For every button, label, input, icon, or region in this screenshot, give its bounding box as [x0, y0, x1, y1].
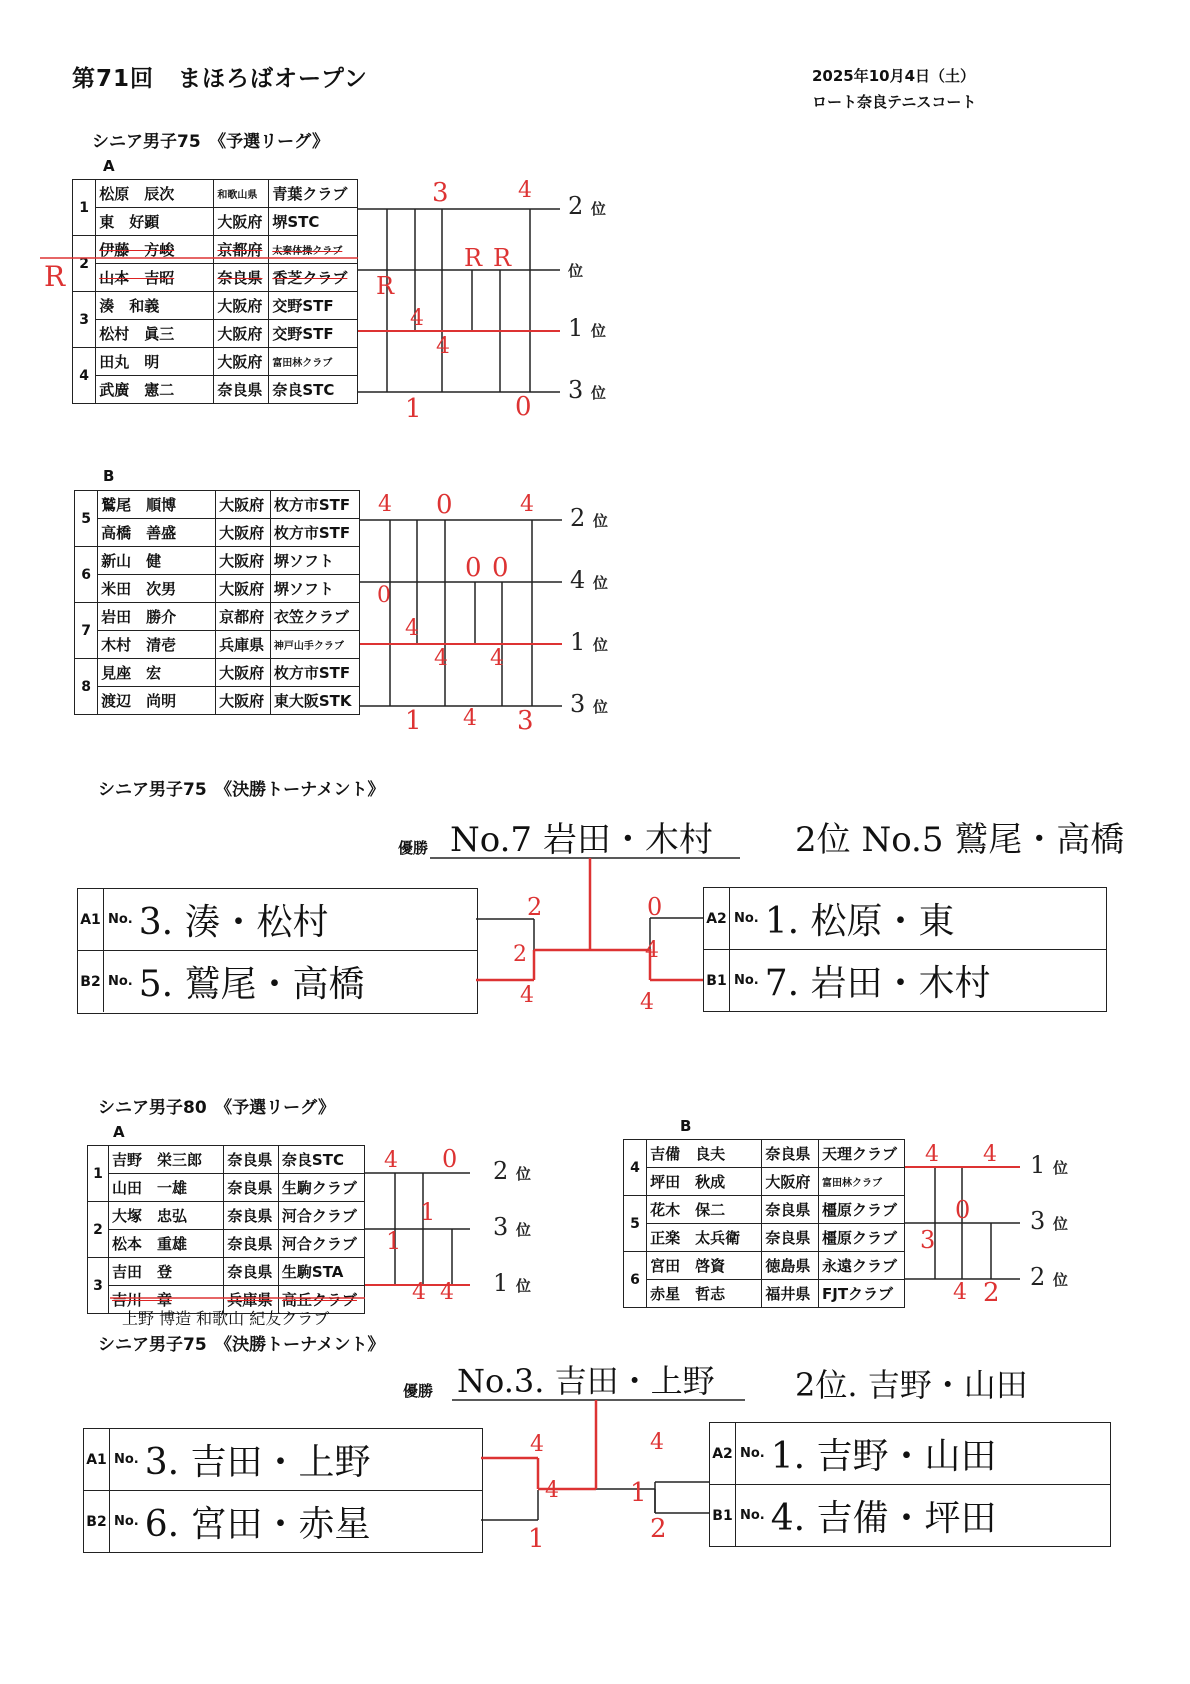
score: 0 [442, 1145, 458, 1173]
score: 4 [384, 1148, 398, 1173]
s80-final-lines [452, 1400, 745, 1520]
seed-code: B1 [704, 950, 730, 1011]
score: 2 [527, 893, 543, 921]
team-no: 3 [88, 1258, 109, 1314]
player-pref: 大阪府 [762, 1168, 819, 1196]
player-name: 坪田 秋成 [647, 1168, 762, 1196]
player-pref: 大阪府 [214, 292, 269, 320]
player-pref: 奈良県 [224, 1258, 279, 1286]
player-name: 松本 重雄 [108, 1230, 223, 1258]
no-label: No. [740, 1508, 765, 1523]
score: 2 [983, 1278, 1000, 1308]
player-club: 神戸山手クラブ [270, 631, 359, 659]
rank-label: 位 [568, 262, 584, 280]
s75-final-lines [430, 858, 740, 950]
player-name: 湊 和義 [96, 292, 214, 320]
score: R [493, 244, 512, 272]
score: 2 [513, 942, 527, 967]
player-club: 生駒クラブ [278, 1174, 364, 1202]
player-pref: 兵庫県 [216, 631, 271, 659]
player-pref: 奈良県 [224, 1174, 279, 1202]
player-club: 堺STC [269, 208, 358, 236]
player-name: 松村 眞三 [96, 320, 214, 348]
player-pref: 奈良県 [224, 1146, 279, 1174]
player-club: 香芝クラブ [269, 264, 358, 292]
team-no: 1 [88, 1146, 109, 1202]
player-pref: 奈良県 [214, 376, 269, 404]
pair-name: 4. 吉備・坪田 [770, 1498, 997, 1539]
score: 4 [463, 706, 477, 731]
rank-label: 1 位 [1030, 1151, 1068, 1179]
player-pref: 大阪府 [216, 491, 271, 519]
team-no: 6 [75, 547, 98, 603]
player-club: 枚方市STF [270, 491, 359, 519]
score: 3 [432, 178, 449, 208]
player-club: 太秦体操クラブ [269, 236, 358, 264]
player-pref: 大阪府 [214, 208, 269, 236]
seed-code: A1 [78, 889, 104, 950]
score: 4 [412, 1280, 426, 1305]
player-club: 青葉クラブ [269, 180, 358, 208]
score: 2 [650, 1514, 667, 1544]
player-name: 田丸 明 [96, 348, 214, 376]
seed-code: B1 [710, 1485, 736, 1546]
player-name: 武廣 憲二 [96, 376, 214, 404]
player-name: 花木 保二 [647, 1196, 762, 1224]
score: 0 [436, 490, 453, 520]
score: 3 [920, 1226, 936, 1254]
s75-a-league-lines [358, 209, 560, 392]
rank-label: 1 位 [493, 1269, 531, 1297]
score: R [376, 272, 395, 300]
player-pref: 京都府 [216, 603, 271, 631]
score: 4 [925, 1142, 939, 1167]
score: 0 [515, 392, 532, 422]
score: 4 [650, 1430, 664, 1455]
s75-winner-label: 優勝 [398, 839, 429, 857]
team-no: 2 [73, 236, 96, 292]
player-club: 橿原クラブ [819, 1196, 905, 1224]
seed-code: A1 [84, 1429, 110, 1490]
score: 1 [630, 1478, 647, 1508]
player-club: 堺ソフト [270, 575, 359, 603]
player-name: 正楽 太兵衛 [647, 1224, 762, 1252]
no-label: No. [114, 1452, 139, 1467]
player-club: 枚方市STF [270, 659, 359, 687]
player-pref: 奈良県 [762, 1140, 819, 1168]
player-pref: 奈良県 [224, 1202, 279, 1230]
rank-label: 1 位 [568, 314, 606, 342]
player-pref: 和歌山県 [214, 180, 269, 208]
player-name: 吉備 良夫 [647, 1140, 762, 1168]
score: 0 [647, 893, 663, 921]
player-name: 吉野 栄三郎 [108, 1146, 223, 1174]
s75-group-b-label: B [103, 467, 115, 485]
seed-code: B2 [78, 951, 104, 1012]
s80-league-title: シニア男子80 《予選リーグ》 [98, 1098, 336, 1118]
player-name: 新山 健 [98, 547, 216, 575]
player-pref: 大阪府 [216, 659, 271, 687]
player-pref: 大阪府 [216, 519, 271, 547]
score: 4 [545, 1478, 559, 1503]
player-club: 東大阪STK [270, 687, 359, 715]
player-club: 交野STF [269, 320, 358, 348]
s80-group-b-label: B [680, 1117, 692, 1135]
pair-name: 5. 鷲尾・高橋 [138, 964, 365, 1005]
score: 0 [377, 583, 391, 608]
score: 4 [520, 983, 534, 1008]
no-label: No. [734, 973, 759, 988]
player-name: 山本 吉昭 [96, 264, 214, 292]
score: 4 [953, 1280, 967, 1305]
player-pref: 徳島県 [762, 1252, 819, 1280]
no-label: No. [108, 912, 133, 927]
player-club: 永遠クラブ [819, 1252, 905, 1280]
player-name: 伊藤 方峻 [96, 236, 214, 264]
score: 1 [405, 706, 422, 736]
pair-name: 3. 吉田・上野 [144, 1442, 371, 1483]
event-venue: ロート奈良テニスコート [812, 93, 977, 111]
team-no: 7 [75, 603, 98, 659]
pair-name: 1. 松原・東 [764, 901, 955, 942]
score: 1 [528, 1524, 545, 1554]
rank-label: 3 位 [493, 1213, 531, 1241]
player-pref: 福井県 [762, 1280, 819, 1308]
player-club: 天理クラブ [819, 1140, 905, 1168]
player-name: 岩田 勝介 [98, 603, 216, 631]
score: 4 [645, 938, 659, 963]
player-club: FJTクラブ [819, 1280, 905, 1308]
player-pref: 奈良県 [762, 1224, 819, 1252]
score: R [464, 244, 483, 272]
player-club: 枚方市STF [270, 519, 359, 547]
seed-code: A2 [704, 888, 730, 949]
no-label: No. [114, 1514, 139, 1529]
player-name: 大塚 忠弘 [108, 1202, 223, 1230]
player-club: 富田林クラブ [819, 1168, 905, 1196]
s75-second: 2位 No.5 鷲尾・高橋 [795, 820, 1125, 860]
player-club: 奈良STC [278, 1146, 364, 1174]
score: 4 [440, 1280, 454, 1305]
score: 4 [520, 492, 534, 517]
player-name: 高橋 善盛 [98, 519, 216, 547]
score: 0 [955, 1196, 971, 1224]
score: 4 [983, 1142, 997, 1167]
player-club: 河合クラブ [278, 1202, 364, 1230]
score: 4 [530, 1432, 544, 1457]
team-no: 4 [624, 1140, 647, 1196]
score: 3 [517, 706, 534, 736]
player-club: 衣笠クラブ [270, 603, 359, 631]
player-club: 高丘クラブ [278, 1286, 364, 1314]
player-pref: 大阪府 [214, 348, 269, 376]
team-no: 8 [75, 659, 98, 715]
score: 4 [490, 646, 504, 671]
score: 0 [465, 553, 482, 583]
player-club: 堺ソフト [270, 547, 359, 575]
score: 4 [640, 990, 654, 1015]
s80-a-league-lines [365, 1173, 470, 1285]
player-pref: 大阪府 [216, 687, 271, 715]
player-name: 赤星 哲志 [647, 1280, 762, 1308]
player-name: 吉川 章 [108, 1286, 223, 1314]
player-pref: 京都府 [214, 236, 269, 264]
player-name: 見座 宏 [98, 659, 216, 687]
rank-label: 3 位 [570, 690, 608, 718]
s75-winner: No.7 岩田・木村 [450, 820, 713, 860]
player-pref: 奈良県 [762, 1196, 819, 1224]
player-club: 河合クラブ [278, 1230, 364, 1258]
player-club: 奈良STC [269, 376, 358, 404]
player-pref: 兵庫県 [224, 1286, 279, 1314]
seed-code: A2 [710, 1423, 736, 1484]
score: 4 [436, 334, 450, 359]
score: 4 [434, 646, 448, 671]
player-pref: 奈良県 [224, 1230, 279, 1258]
team-no: 5 [75, 491, 98, 547]
pair-name: 7. 岩田・木村 [764, 963, 991, 1004]
no-label: No. [108, 974, 133, 989]
rank-label: 2 位 [568, 192, 606, 220]
player-pref: 大阪府 [216, 547, 271, 575]
page-title: 第71回 まほろばオープン [72, 66, 368, 92]
s80-second: 2位. 吉野・山田 [795, 1366, 1028, 1404]
rank-label: 1 位 [570, 628, 608, 656]
rank-label: 2 位 [570, 504, 608, 532]
player-club: 生駒STA [278, 1258, 364, 1286]
score: 4 [378, 492, 392, 517]
pair-name: 3. 湊・松村 [138, 902, 329, 943]
s75-league-title: シニア男子75 《予選リーグ》 [92, 132, 330, 152]
team-no: 5 [624, 1196, 647, 1252]
player-name: 山田 一雄 [108, 1174, 223, 1202]
s80-final-title: シニア男子75 《決勝トーナメント》 [98, 1335, 385, 1355]
score: 4 [405, 616, 419, 641]
player-name: 吉田 登 [108, 1258, 223, 1286]
score: 1 [420, 1198, 436, 1226]
player-name: 松原 辰次 [96, 180, 214, 208]
player-name: 宮田 啓資 [647, 1252, 762, 1280]
score: 1 [386, 1227, 402, 1255]
s75-b-league-lines [360, 520, 562, 706]
pair-name: 1. 吉野・山田 [770, 1436, 997, 1477]
player-name: 木村 清壱 [98, 631, 216, 659]
player-name: 渡辺 尚明 [98, 687, 216, 715]
player-club: 交野STF [269, 292, 358, 320]
event-date: 2025年10月4日（土） [812, 67, 976, 85]
rank-label: 3 位 [1030, 1207, 1068, 1235]
withdraw-mark: R [44, 260, 66, 293]
player-pref: 大阪府 [216, 575, 271, 603]
rank-label: 2 位 [1030, 1263, 1068, 1291]
no-label: No. [740, 1446, 765, 1461]
score: 0 [492, 553, 509, 583]
rank-label: 2 位 [493, 1157, 531, 1185]
no-label: No. [734, 911, 759, 926]
player-club: 富田林クラブ [269, 348, 358, 376]
s75-final-title: シニア男子75 《決勝トーナメント》 [98, 780, 385, 800]
team-no: 1 [73, 180, 96, 236]
s75-group-a-label: A [103, 157, 115, 175]
rank-label: 4 位 [570, 566, 608, 594]
player-pref: 大阪府 [214, 320, 269, 348]
seed-code: B2 [84, 1491, 110, 1552]
player-name: 東 好顕 [96, 208, 214, 236]
team-no: 3 [73, 292, 96, 348]
team-no: 4 [73, 348, 96, 404]
team-no: 6 [624, 1252, 647, 1308]
score: 1 [405, 394, 422, 424]
player-name: 鷲尾 順博 [98, 491, 216, 519]
pair-name: 6. 宮田・赤星 [144, 1504, 371, 1545]
player-club: 橿原クラブ [819, 1224, 905, 1252]
s80-winner-label: 優勝 [403, 1382, 434, 1400]
score: 4 [410, 306, 424, 331]
player-name: 米田 次男 [98, 575, 216, 603]
score: 4 [518, 178, 532, 203]
player-pref: 奈良県 [214, 264, 269, 292]
substitute-note: 上野 博造 和歌山 紀友クラブ [122, 1309, 330, 1328]
rank-label: 3 位 [568, 376, 606, 404]
team-no: 2 [88, 1202, 109, 1258]
s80-winner: No.3. 吉田・上野 [457, 1362, 715, 1400]
s80-group-a-label: A [113, 1123, 125, 1141]
